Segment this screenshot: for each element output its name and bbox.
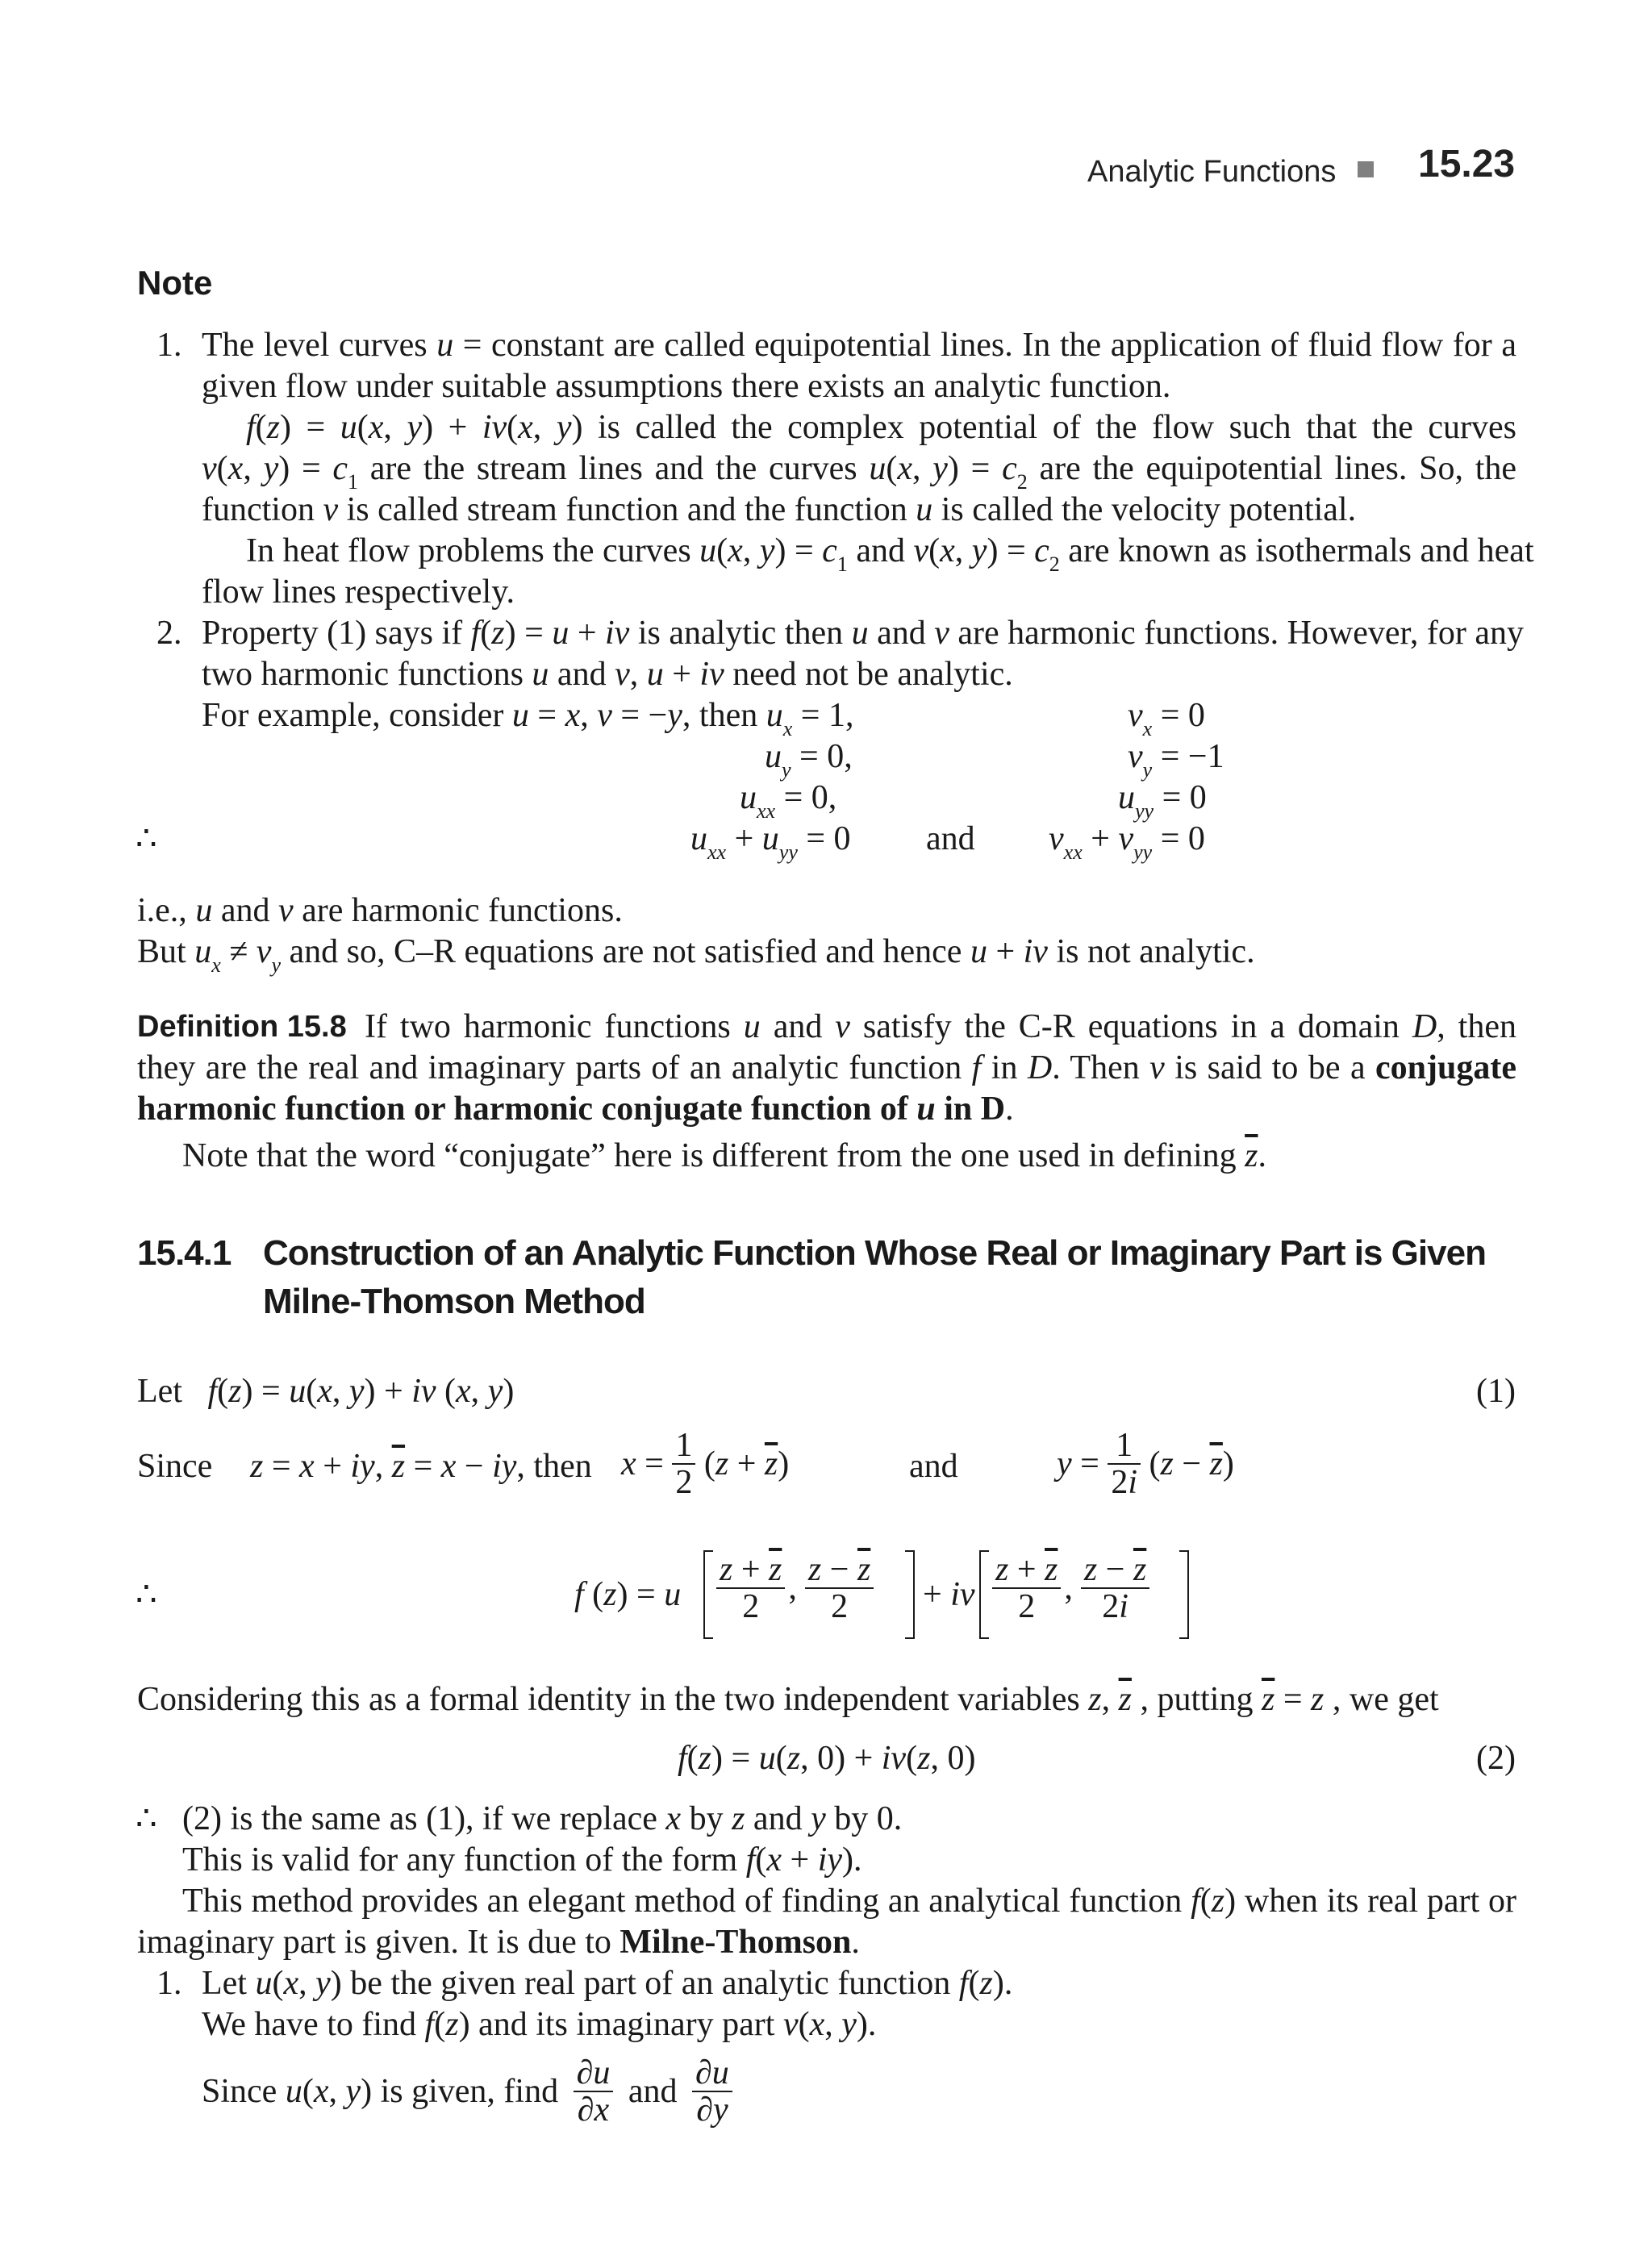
left-bracket-2 — [979, 1550, 989, 1639]
du-dx-num: ∂u — [574, 2055, 614, 2092]
definition-line-1: If two harmonic functions u and v satisfy the C-R equations in a domain D, then — [365, 1008, 1516, 1045]
u-arguments — [716, 1552, 874, 1624]
partials-line — [202, 2055, 732, 2128]
note-1-line-1: The level curves u = constant are called equipotential lines. In the application of fluid flow for a — [202, 327, 1516, 364]
note-1-line-6: In heat flow problems the curves u(x, $y) = c_1$ and v(x, $y) = c_2$ are known as isothermals and heat — [246, 532, 1534, 576]
x-fraction-den: 2 — [675, 1464, 693, 1501]
validity-remark: This is valid for any function of the form f(x + iy). — [182, 1841, 862, 1879]
v-arg-comma: , — [1064, 1570, 1073, 1607]
replacement-remark: (2) is the same as (1), if we replace x by z and y by 0. — [182, 1800, 903, 1837]
header-square-icon — [1358, 161, 1374, 177]
running-header-title: Analytic Functions — [1087, 155, 1337, 189]
therefore-symbol-2: ∴ — [136, 1576, 157, 1613]
y-fraction-num: 1 — [1108, 1428, 1141, 1465]
step-1-line-2: We have to find f(z) and its imaginary part v(x, y). — [202, 2006, 877, 2043]
y-fraction-den: 2i — [1111, 1464, 1138, 1501]
v-arg-2 — [1081, 1552, 1149, 1624]
since-given-text: Since u(x, y) is given, find — [202, 2072, 559, 2110]
therefore-symbol: ∴ — [136, 820, 157, 857]
note-1-number: 1. — [156, 327, 182, 364]
equation-u-laplace: $u_{xx} + u_{yy} = 0$ — [690, 820, 851, 864]
and-connector-2: and — [909, 1448, 958, 1485]
v-arg-2-num: $z - \overline{z}$ — [1081, 1552, 1149, 1589]
harmonic-conclusion: i.e., u and v are harmonic functions. — [137, 892, 623, 929]
f-iv-term: + iv — [923, 1576, 975, 1613]
equation-v-laplace: $v_{xx} + v_{yy} = 0$ — [1049, 820, 1205, 864]
step-1-number: 1. — [156, 1965, 182, 2002]
du-dy-num: ∂u — [692, 2055, 732, 2092]
note-2-line-1: Property (1) says if f(z) = u + iv is analytic then u and v are harmonic functions. However, for any — [202, 615, 1524, 652]
x-lhs: x = — [621, 1445, 664, 1482]
y-rhs: $(z - \overline{z})$ — [1149, 1445, 1234, 1482]
u-arg-2-num: $z - \overline{z}$ — [805, 1552, 874, 1589]
u-arg-2-den: 2 — [831, 1588, 849, 1625]
and-connector-3: and — [628, 2072, 678, 2110]
step-1-line-1: Let u(x, y) be the given real part of an analytic function f(z). — [202, 1965, 1013, 2002]
v-arg-2-den: 2i — [1102, 1588, 1128, 1625]
and-connector: and — [926, 820, 975, 857]
y-fraction — [1108, 1428, 1141, 1500]
equation-uxx: $u_{xx} = 0$, — [740, 779, 837, 823]
section-number: 15.4.1 — [137, 1233, 232, 1273]
u-arg-comma: , — [788, 1570, 797, 1607]
x-fraction-num: 1 — [672, 1428, 695, 1465]
u-arg-1 — [716, 1552, 785, 1624]
note-2-line-2: two harmonic functions u and v, u + iv need not be analytic. — [202, 656, 1013, 693]
since-word: Since — [137, 1448, 213, 1485]
v-arg-1 — [992, 1552, 1061, 1624]
du-dy-den: ∂y — [696, 2091, 728, 2129]
u-arg-2 — [805, 1552, 874, 1624]
note-1-line-4: v(x, $y) = c_1$ are the stream lines and the curves u(x, $y) = c_2$ are the equipotential lines. So, the — [202, 450, 1517, 494]
left-bracket-1 — [703, 1550, 713, 1639]
let-statement: Let f(z) = u(x, y) + iv (x, y) — [137, 1373, 515, 1410]
note-2-example: For example, consider u = x, v = −y, then $u_x = 1$, — [202, 697, 854, 740]
u-arg-1-num: $z + \overline{z}$ — [716, 1552, 785, 1589]
conjugate-definition: z = x + iy, $\overline{z} = x$ − iy, then — [250, 1448, 592, 1485]
definition-line-2: they are the real and imaginary parts of an analytic function f in D. Then v is said to be a conjugate — [137, 1049, 1516, 1086]
y-lhs: y = — [1057, 1445, 1099, 1482]
note-1-line-3: f(z) = u(x, y) + iv(x, y) is called the complex potential of the flow such that the curves — [246, 409, 1517, 446]
definition-label: Definition 15.8 — [137, 1010, 347, 1044]
page-number: 15.23 — [1418, 143, 1516, 186]
note-1-line-2: given flow under suitable assumptions there exists an analytic function. — [202, 368, 1171, 405]
equation-number-2: (2) — [1476, 1740, 1516, 1777]
x-expression — [621, 1428, 789, 1500]
du-dy-fraction — [692, 2055, 732, 2128]
note-heading: Note — [137, 264, 213, 302]
note-2-number: 2. — [156, 615, 182, 652]
x-fraction — [672, 1428, 695, 1500]
method-line-2: imaginary part is given. It is due to Milne-Thomson. — [137, 1924, 860, 1961]
method-line-1: This method provides an elegant method of finding an analytical function f(z) when its real part or — [182, 1883, 1516, 1920]
definition-line-3: harmonic function or harmonic conjugate function of u in D. — [137, 1090, 1014, 1128]
v-arguments — [992, 1552, 1149, 1624]
not-analytic-conclusion: But $u_x \ne v_y$ and so, C–R equations are not satisfied and hence u + iv is not analytic. — [137, 933, 1255, 977]
section-title-line-2: Milne-Thomson Method — [263, 1282, 645, 1321]
v-arg-1-den: 2 — [1018, 1588, 1036, 1625]
equation-uyy: $u_{yy} = 0$ — [1118, 779, 1207, 823]
du-dx-fraction — [574, 2055, 614, 2128]
x-rhs: $(z + \overline{z})$ — [703, 1445, 790, 1482]
note-1-line-7: flow lines respectively. — [202, 573, 515, 611]
therefore-symbol-3: ∴ — [136, 1800, 157, 1837]
definition-remark: Note that the word “conjugate” here is different from the one used in defining $\overline{z}$. — [182, 1137, 1266, 1174]
u-arg-1-den: 2 — [742, 1588, 760, 1625]
equation-2-body: f(z) = u(z, 0) + iv(z, 0) — [678, 1740, 976, 1777]
note-1-line-5: function v is called stream function and the function u is called the velocity potential. — [202, 491, 1357, 528]
equation-vy: $v_y = -1$ — [1128, 738, 1224, 782]
y-expression — [1057, 1428, 1234, 1500]
section-title-line-1: Construction of an Analytic Function Whose Real or Imaginary Part is Given — [263, 1233, 1486, 1273]
f-lhs: f (z) = u — [574, 1576, 682, 1613]
v-arg-1-num: $z + \overline{z}$ — [992, 1552, 1061, 1589]
right-bracket-1 — [905, 1550, 915, 1639]
equation-uy: $u_y = 0$, — [765, 738, 853, 782]
right-bracket-2 — [1179, 1550, 1189, 1639]
formal-identity-line: Considering this as a formal identity in the two independent variables z, $\overline{z}$ , putting $\overline{z} = z$ , we get — [137, 1681, 1439, 1718]
equation-number-1: (1) — [1476, 1373, 1516, 1410]
du-dx-den: ∂x — [577, 2091, 610, 2129]
equation-vx: $v_x = 0$ — [1128, 697, 1205, 740]
